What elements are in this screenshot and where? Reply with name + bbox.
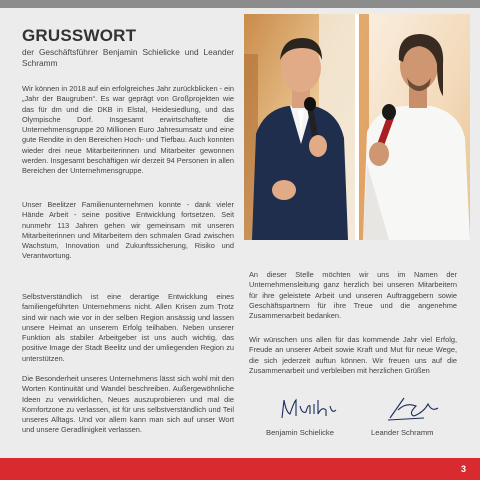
signature-benjamin-schielicke xyxy=(278,392,338,422)
right-paragraph-1: An dieser Stelle möchten wir uns im Namen der Unternehmensleitung ganz herzlich bei unseren Mitarbeitern für ihre geleistete Arbeit und unseren Auftraggebern sowie Geschäftspartnern für ihre Treue und die angenehme Zusammenarbeit bedanken. xyxy=(249,270,457,321)
photo-leander-schramm xyxy=(359,14,470,240)
left-paragraph-2: Unser Beelitzer Familienunternehmen konnte - dank vieler Hände Arbeit - seine positive Entwicklung fortsetzen. Seit nunmehr 113 Jahren gehen wir gemeinsam mit unseren Mitarbeiterinnen und Mitarbeitern den schmalen Grad zwischen Wachstum, Innovation und Zukunftssicherung, Risiko und Verantwortung. xyxy=(22,200,234,261)
photo-frame xyxy=(244,14,470,240)
right-paragraph-2: Wir wünschen uns allen für das kommende Jahr viel Erfolg, Freude an unserer Arbeit sowie Kraft und Mut für neue Wege, die sich jederzeit auftun können. Wir freuen uns auf die Zusammenarbeit und verbleiben mit herzlichen Grüßen xyxy=(249,335,457,375)
signature-name-leander: Leander Schramm xyxy=(371,428,434,437)
top-bar xyxy=(0,0,480,8)
signature-name-benjamin: Benjamin Schielicke xyxy=(266,428,334,437)
left-paragraph-3: Selbstverständlich ist eine derartige Entwicklung eines familiengeführten Unternehmens nicht. Allen Krisen zum Trotz sind wir nach wie vor in der selben Region ansässig und lassen unsere Heimat an unserem Erfolg teilhaben. Neben unserer Funktion als stabiler Arbeitgeber ist uns auch wichtig, das positive Image der Stadt Beelitz und der umliegenden Region zu unterstützen. xyxy=(22,292,234,363)
subtitle: der Geschäftsführer Benjamin Schielicke und Leander Schramm xyxy=(22,47,234,68)
left-paragraph-1: Wir können in 2018 auf ein erfolgreiches Jahr zurückblicken - ein „Jahr der Baugruben“. Es war geprägt von Großprojekten wie das für dm und die DKB in Elstal, Heidesiedlung, und das Olympische Dorf. Insgesamt erwirtschaftete die Unternehmensgruppe 20 Millionen Euro Jahresumsatz und eine gute Rendite in den Bereichen Hoch- und Tiefbau. Auch konnten wieder drei neue Mitarbeiterinnen und Mitarbeiter gewonnen werden. Insgesamt beschäftigen wir derzeit 94 Personen in allen Bereichen der Unternehmensgruppe. xyxy=(22,84,234,176)
footer-bar xyxy=(0,458,480,480)
page-title: GRUSSWORT xyxy=(22,26,137,45)
page-number: 3 xyxy=(460,464,466,474)
photo-benjamin-schielicke xyxy=(244,14,355,240)
signature-leander-schramm xyxy=(384,392,442,422)
left-paragraph-4: Die Besonderheit unseres Unternehmens lässt sich wohl mit den Worten Kontinuität und Wandel beschreiben. Außergewöhnliche Ideen zu verwirklichen, Neues auszuprobieren und mal die Komfortzone zu verlassen, ist für uns selbstverständlich und Teil unseres Alltags. Und vor allem kann man sich auf unser Wort und unsere Geradlinigkeit verlassen. xyxy=(22,374,234,435)
